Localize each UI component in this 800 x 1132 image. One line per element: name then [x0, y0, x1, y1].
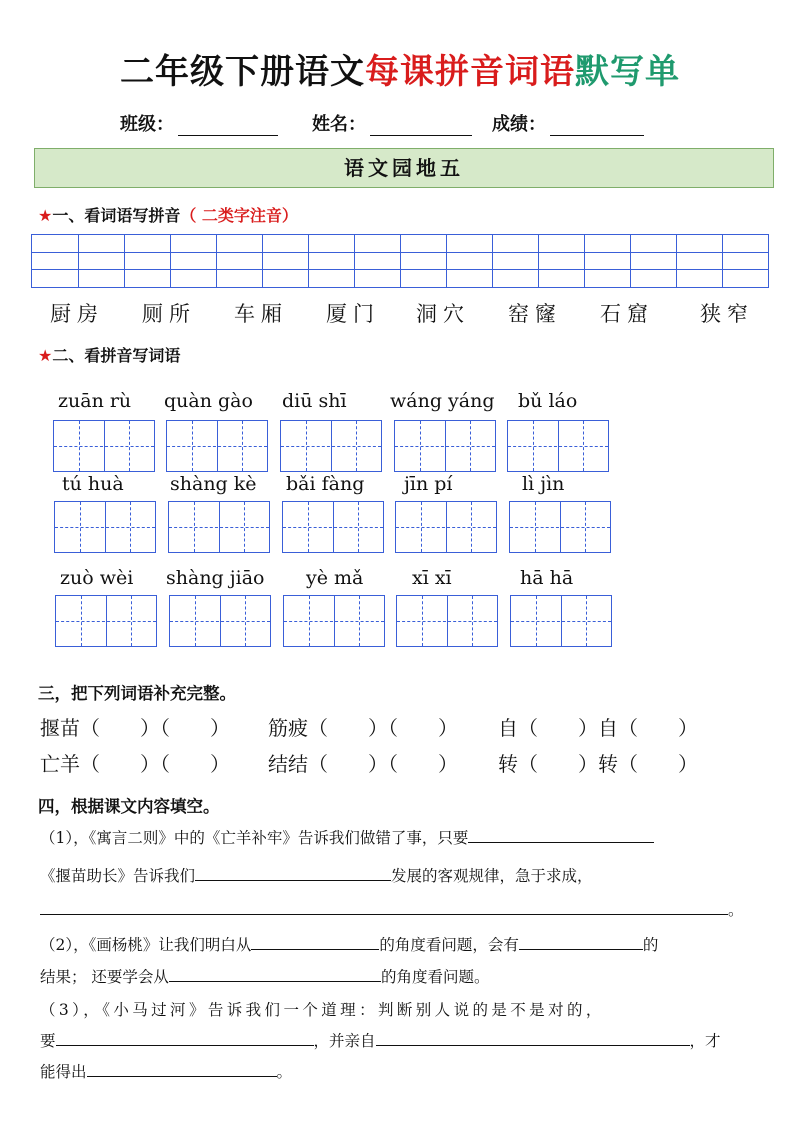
word-item: 窑窿	[508, 302, 562, 326]
pinyin-label: lì jìn	[522, 473, 565, 495]
answer-blank[interactable]	[251, 933, 379, 950]
score-field[interactable]: 成绩：	[492, 110, 644, 136]
name-field[interactable]: 姓名：	[312, 110, 472, 136]
pinyin-label: tú huà	[62, 473, 124, 495]
answer-blank[interactable]	[40, 898, 728, 915]
idiom-blank[interactable]: 亡羊（ ）（ ）	[40, 752, 230, 776]
title-part3: 默写单	[575, 52, 680, 92]
writing-box[interactable]	[396, 595, 498, 647]
writing-box[interactable]	[394, 420, 496, 472]
pinyin-writing-grid[interactable]	[31, 234, 769, 288]
writing-box[interactable]	[510, 595, 612, 647]
answer-blank[interactable]	[169, 965, 381, 982]
question-1-line3: 。	[40, 898, 744, 920]
pinyin-label: shàng kè	[170, 473, 257, 495]
writing-box[interactable]	[507, 420, 609, 472]
idiom-blank[interactable]: 转（ ）转（ ）	[498, 752, 698, 776]
word-item: 洞穴	[416, 302, 470, 326]
idiom-blank[interactable]: 自（ ）自（ ）	[498, 716, 698, 740]
question-3-line2: 要 ，并亲自 ，才	[40, 1029, 721, 1051]
section3-heading: 三，把下列词语补充完整。	[38, 684, 236, 703]
writing-box[interactable]	[283, 595, 385, 647]
writing-box[interactable]	[166, 420, 268, 472]
answer-blank[interactable]	[87, 1060, 277, 1077]
question-3: （3），《小马过河》告诉我们一个道理：判断别人说的是不是对的，	[40, 1001, 605, 1019]
page-title	[0, 44, 800, 93]
pinyin-label: hā hā	[520, 567, 574, 589]
writing-box[interactable]	[509, 501, 611, 553]
pinyin-label: shàng jiāo	[166, 567, 265, 589]
answer-blank[interactable]	[195, 864, 391, 881]
question-2-line2: 结果； 还要学会从 的角度看问题。	[40, 965, 489, 987]
section1-note: （ 二类字注音）	[180, 206, 298, 225]
writing-box[interactable]	[395, 501, 497, 553]
unit-banner: 语文园地五	[34, 148, 774, 188]
pinyin-label: bǔ láo	[518, 390, 578, 412]
star-icon: ★	[38, 346, 53, 365]
section2-heading: ★二、看拼音写词语	[38, 346, 181, 365]
idiom-blank[interactable]: 结结（ ）（ ）	[268, 752, 458, 776]
answer-blank[interactable]	[376, 1029, 690, 1046]
pinyin-label: jīn pí	[404, 473, 453, 495]
word-item: 狭窄	[700, 302, 754, 326]
writing-box[interactable]	[280, 420, 382, 472]
word-item: 厦门	[326, 302, 380, 326]
writing-box[interactable]	[54, 501, 156, 553]
writing-box[interactable]	[53, 420, 155, 472]
pinyin-label: zuān rù	[58, 390, 132, 412]
answer-blank[interactable]	[56, 1029, 314, 1046]
writing-box[interactable]	[169, 595, 271, 647]
word-item: 厕所	[142, 302, 196, 326]
pinyin-label: wáng yáng	[390, 390, 495, 412]
writing-box[interactable]	[282, 501, 384, 553]
pinyin-label: diū shī	[282, 390, 347, 412]
pinyin-label: zuò wèi	[60, 567, 134, 589]
question-1: （1），《寓言二则》中的《亡羊补牢》告诉我们做错了事，只要	[40, 826, 654, 848]
pinyin-label: xī xī	[412, 567, 452, 589]
pinyin-label: bǎi fàng	[286, 473, 365, 495]
word-item: 厨房	[50, 302, 104, 326]
writing-box[interactable]	[55, 595, 157, 647]
class-field[interactable]: 班级：	[120, 110, 278, 136]
section4-heading: 四，根据课文内容填空。	[38, 797, 220, 816]
question-2: （2），《画杨桃》让我们明白从 的角度看问题，会有 的	[40, 933, 658, 955]
idiom-blank[interactable]: 筋疲（ ）（ ）	[268, 716, 458, 740]
pinyin-label: yè mǎ	[306, 567, 364, 589]
word-item: 车厢	[234, 302, 288, 326]
word-item: 石窟	[600, 302, 654, 326]
title-part1: 二年级下册语文	[120, 52, 365, 92]
pinyin-label: quàn gào	[164, 390, 253, 412]
star-icon: ★	[38, 206, 53, 225]
title-part2: 每课拼音词语	[365, 52, 575, 92]
writing-box[interactable]	[168, 501, 270, 553]
answer-blank[interactable]	[468, 826, 654, 843]
idiom-blank[interactable]: 揠苗（ ）（ ）	[40, 716, 230, 740]
question-3-line3: 能得出 。	[40, 1060, 292, 1082]
section1-heading: ★一、看词语写拼音（ 二类字注音）	[38, 206, 298, 225]
question-1-line2: 《揠苗助长》告诉我们 发展的客观规律，急于求成，	[40, 864, 593, 886]
answer-blank[interactable]	[519, 933, 643, 950]
